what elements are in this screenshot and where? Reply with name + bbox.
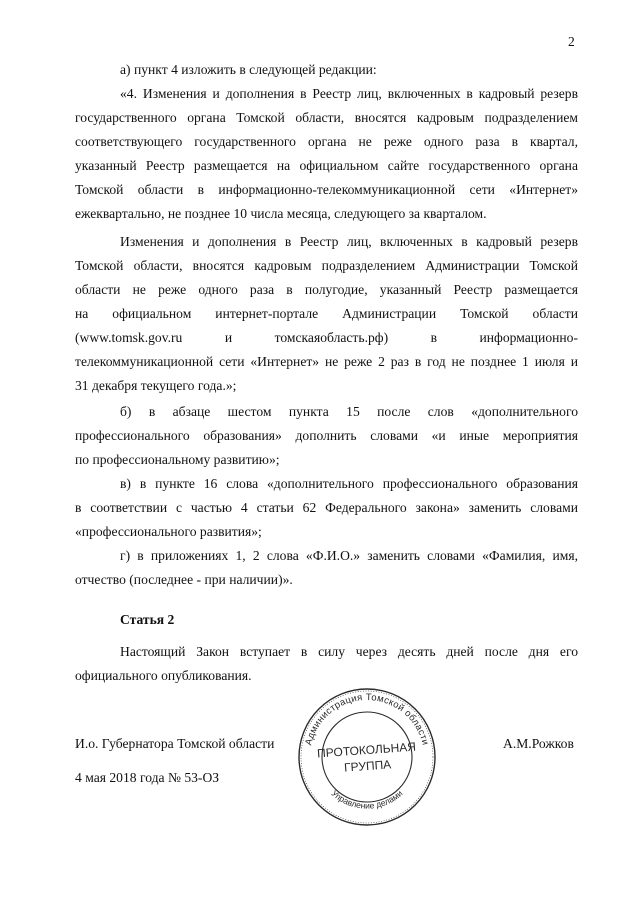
paragraph-item-v (75, 472, 578, 544)
text-line: телекоммуникационной сети «Интернет» не реже 2 раз в год не позднее 1 июля и (75, 354, 578, 369)
text-line: г) в приложениях 1, 2 слова «Ф.И.О.» заменить словами «Фамилия, имя, (120, 548, 578, 563)
paragraph-item-a-intro (75, 58, 578, 82)
text-line: в) в пункте 16 слова «дополнительного профессионального образования (120, 476, 578, 491)
text-line: соответствующего государственного органа не реже одного раза в квартал, (75, 134, 578, 149)
text-line: отчество (последнее - при наличии)». (75, 572, 293, 587)
stamp-inner-line-1: ПРОТОКОЛЬНАЯ (316, 739, 417, 761)
article-heading: Статья 2 (120, 612, 175, 627)
paragraph-item-g (75, 544, 578, 592)
text-line: Настоящий Закон вступает в силу через десять дней после дня его (120, 644, 578, 659)
text-line: указанный Реестр размещается на официальном сайте государственного органа (75, 158, 578, 173)
text-line: Изменения и дополнения в Реестр лиц, включенных в кадровый резерв (120, 234, 578, 249)
text-line: ежеквартально, не позднее 10 числа месяца, следующего за кварталом. (75, 206, 487, 221)
text-line: на официальном интернет-портале Администрации Томской области (75, 306, 578, 321)
text-line: «профессионального развития»; (75, 524, 262, 539)
stamp-seal (296, 686, 438, 828)
text-line: Томской области, вносятся кадровым подразделением Администрации Томской (75, 258, 578, 273)
page-number: 2 (568, 34, 575, 49)
stamp-bottom-text: Управление делами (329, 788, 405, 811)
signatory-position: И.о. Губернатора Томской области (75, 736, 275, 751)
paragraph-point-4 (75, 82, 578, 226)
text-line: Томской области в информационно-телекоммуникационной сети «Интернет» (75, 182, 578, 197)
text-line: б) в абзаце шестом пункта 15 после слов «дополнительного (120, 404, 578, 419)
signatory-name: А.М.Рожков (503, 736, 574, 751)
text-line: области не реже одного раза в полугодие, указанный Реестр размещается (75, 282, 578, 297)
text-line: 31 декабря текущего года.»; (75, 378, 237, 393)
text-line: государственного органа Томской области, вносятся кадровым подразделением (75, 110, 578, 125)
stamp-top-text: Администрация Томской области (303, 691, 431, 747)
stamp-inner-line-2: ГРУППА (343, 757, 392, 775)
paragraph-article-2 (75, 640, 578, 688)
paragraph-point-4-part-2 (75, 230, 578, 398)
text-line: (www.tomsk.gov.ru и томскаяобласть.рф) в информационно- (75, 330, 578, 345)
text-line: «4. Изменения и дополнения в Реестр лиц, включенных в кадровый резерв (120, 86, 578, 101)
text-line: официального опубликования. (75, 668, 252, 683)
text-line: профессионального образования» дополнить словами «и иные мероприятия (75, 428, 578, 443)
text-line: в соответствии с частью 4 статьи 62 Федерального закона» заменить словами (75, 500, 578, 515)
text-line: по профессиональному развитию»; (75, 452, 280, 467)
paragraph-item-b (75, 400, 578, 472)
law-date-number: 4 мая 2018 года № 53-ОЗ (75, 770, 220, 785)
text-line: а) пункт 4 изложить в следующей редакции: (120, 62, 377, 77)
